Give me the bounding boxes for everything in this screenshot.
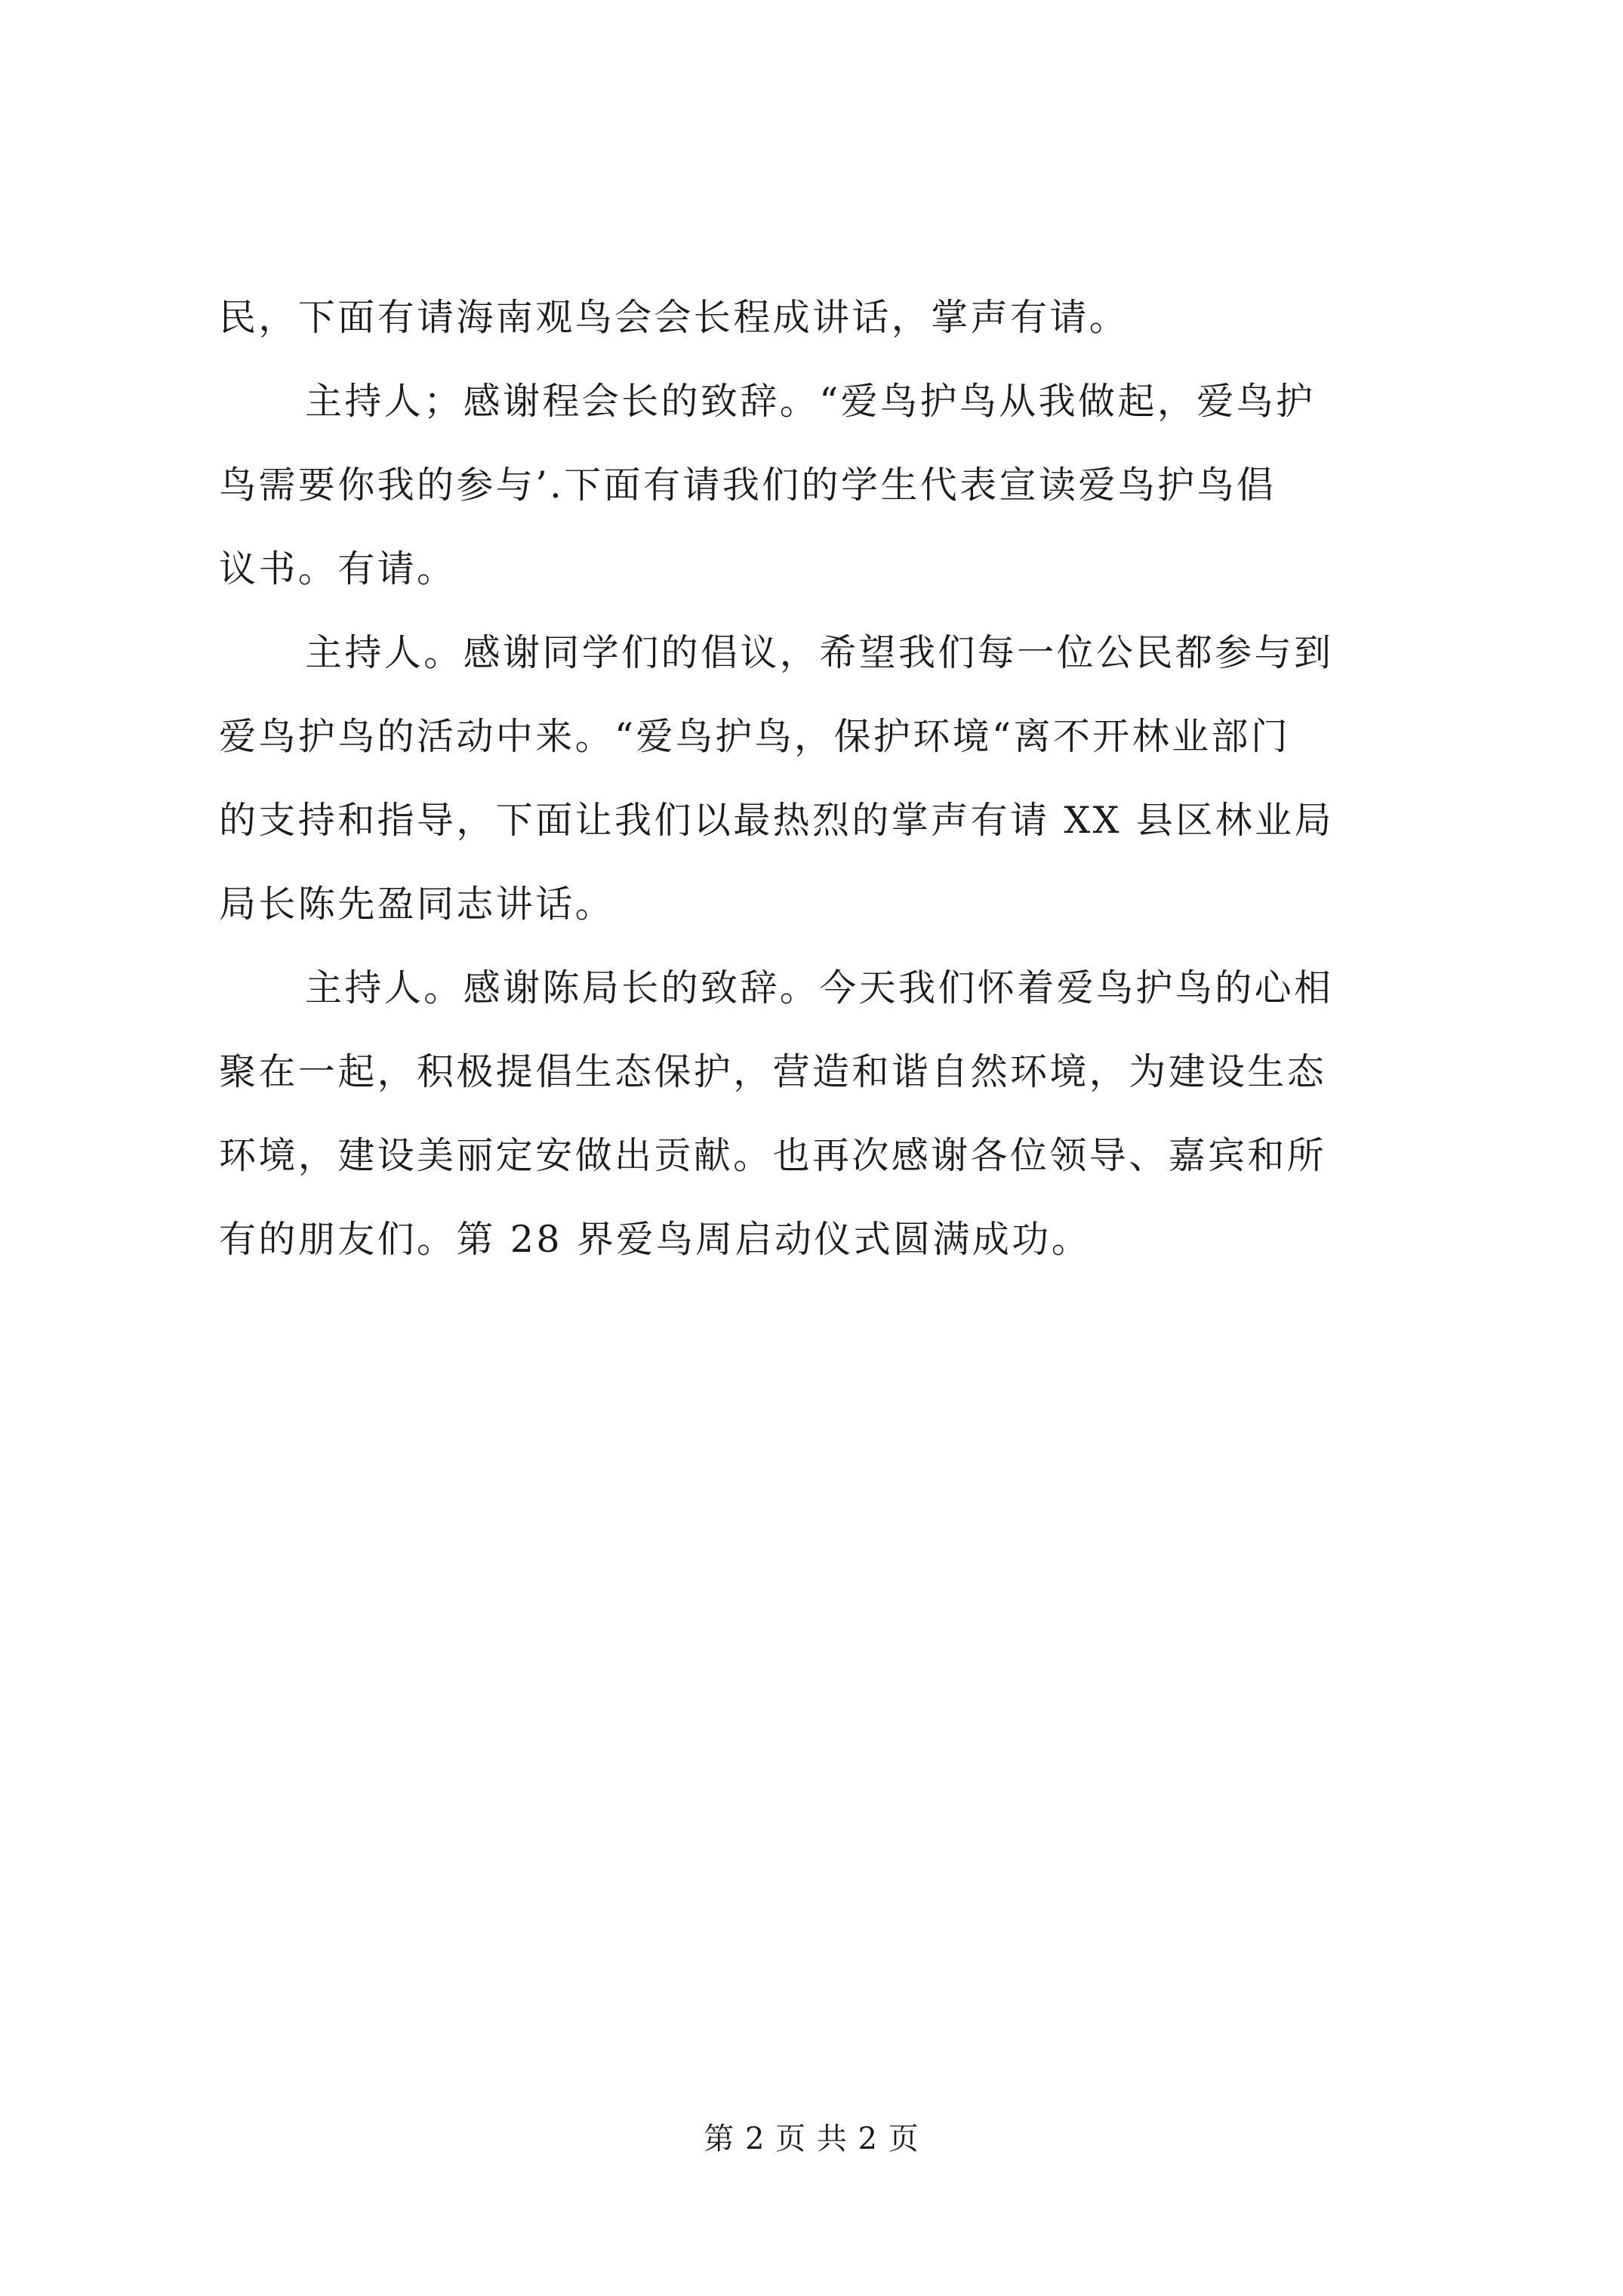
paragraph-3 (219, 611, 1427, 946)
paragraph-line: 有的朋友们。第 28 界爱鸟周启动仪式圆满成功。 (219, 1218, 1092, 1261)
paragraph-line: 鸟需要你我的参与’.下面有请我们的学生代表宣读爱鸟护鸟倡 (219, 464, 1277, 507)
paragraph-1 (219, 276, 1427, 359)
page-footer (0, 2120, 1623, 2158)
paragraph-line: 聚在一起，积极提倡生态保护，营造和谐自然环境，为建设生态 (219, 1050, 1327, 1093)
page-number-label: 第 2 页 共 2 页 (704, 2122, 919, 2156)
paragraph-line: 民，下面有请海南观鸟会会长程成讲话，掌声有请。 (219, 296, 1129, 339)
paragraph-line: 环境，建设美丽定安做出贡献。也再次感谢各位领导、嘉宾和所 (219, 1134, 1327, 1177)
paragraph-4 (219, 946, 1427, 1281)
paragraph-line: 议书。有请。 (219, 547, 457, 590)
paragraph-line: 主持人。感谢同学们的倡议，希望我们每一位公民都参与到 (305, 631, 1334, 674)
paragraph-2 (219, 359, 1427, 611)
paragraph-line: 的支持和指导，下面让我们以最热烈的掌声有请 XX 县区林业局 (219, 799, 1334, 842)
paragraph-line: 主持人；感谢程会长的致辞。“爱鸟护鸟从我做起，爱鸟护 (305, 380, 1316, 423)
paragraph-line: 局长陈先盈同志讲话。 (219, 883, 615, 926)
document-body (219, 276, 1427, 1281)
paragraph-line: 爱鸟护鸟的活动中来。“爱鸟护鸟，保护环境“离不开林业部门 (219, 715, 1291, 758)
paragraph-line: 主持人。感谢陈局长的致辞。今天我们怀着爱鸟护鸟的心相 (305, 966, 1334, 1009)
